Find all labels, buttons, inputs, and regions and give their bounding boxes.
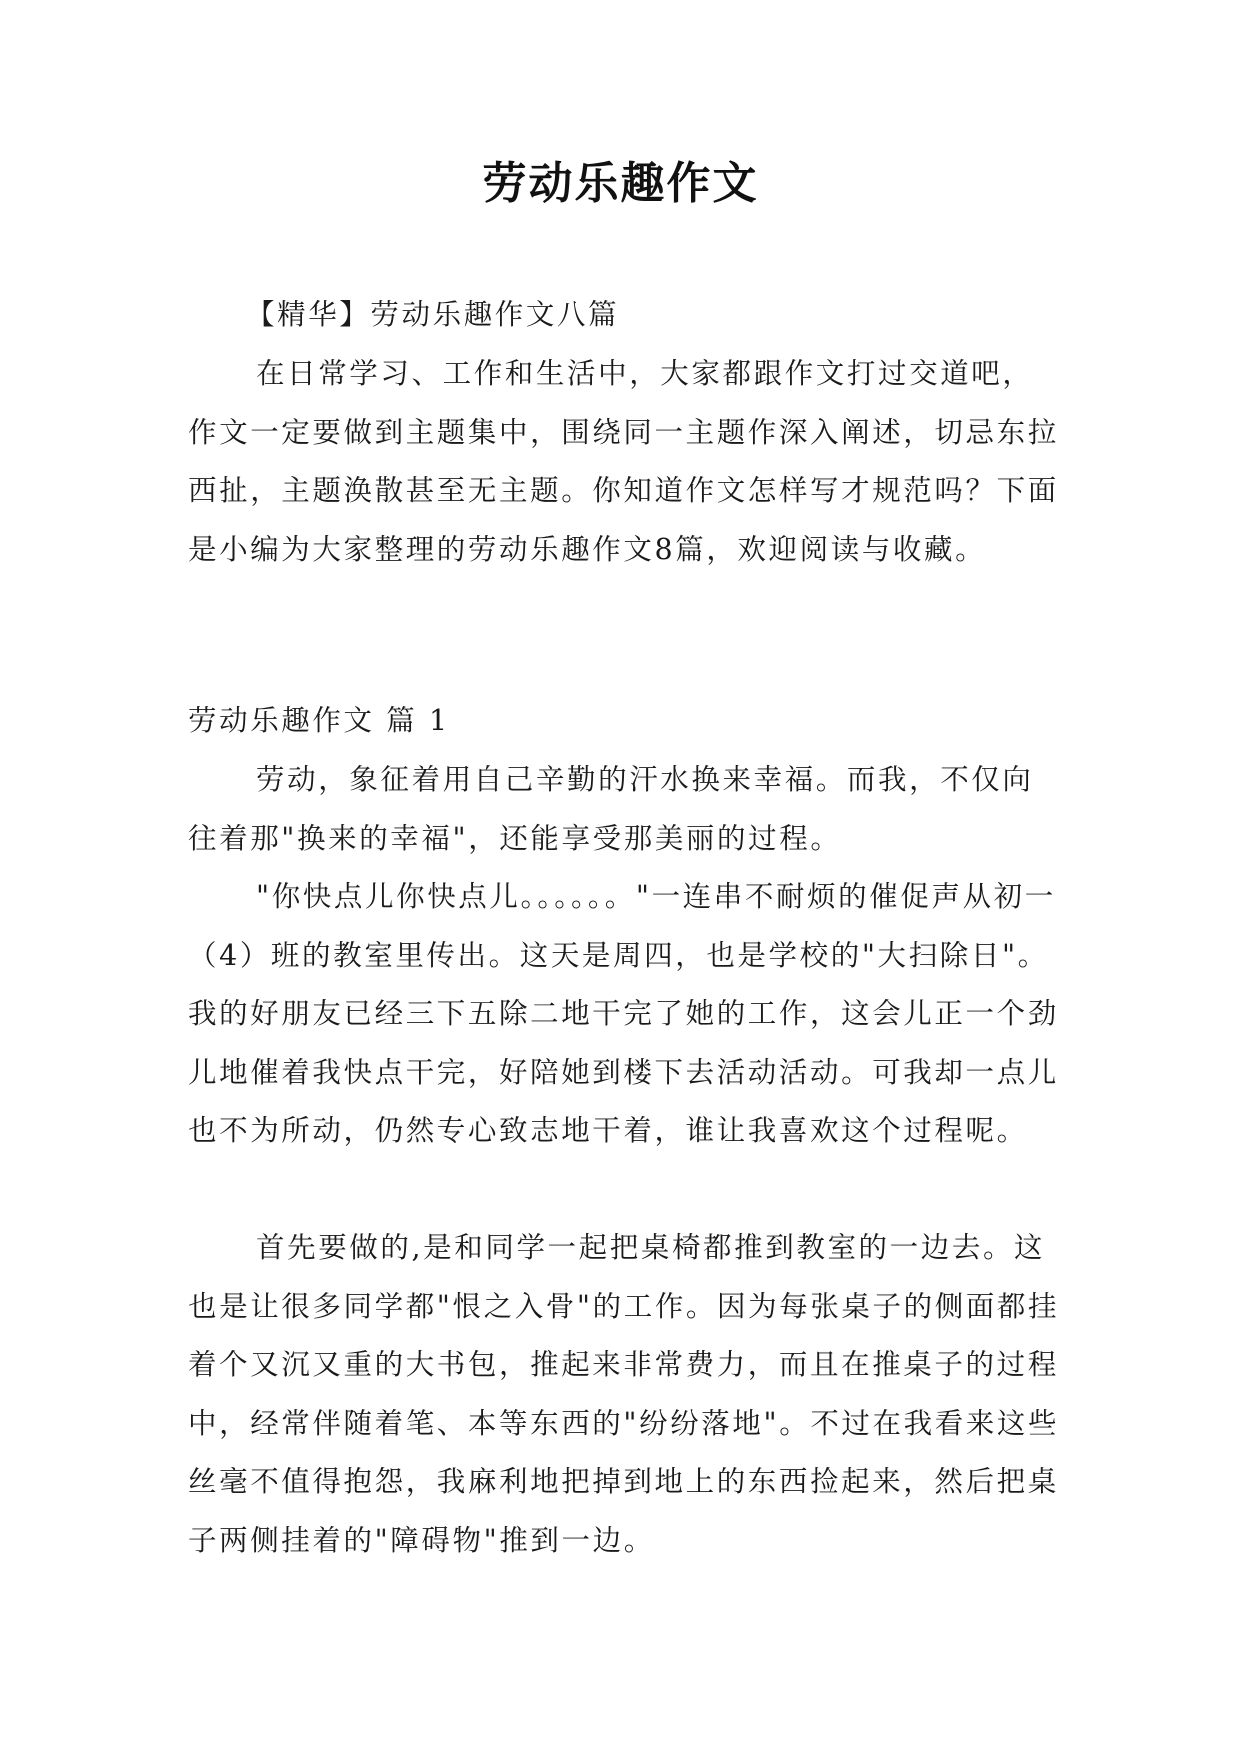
body-paragraph: 劳动，象征着用自己辛勤的汗水换来幸福。而我，不仅向往着那"换来的幸福"，还能享受那美丽的过程。	[188, 763, 1034, 855]
section-heading: 劳动乐趣作文 篇 1	[188, 704, 450, 737]
intro-paragraph: 在日常学习、工作和生活中，大家都跟作文打过交道吧，作文一定要做到主题集中，围绕同一主题作深入阐述，切忌东拉西扯，主题涣散甚至无主题。你知道作文怎样写才规范吗？下面是小编为大家整理的劳动乐趣作文8篇，欢迎阅读与收藏。	[188, 357, 1059, 566]
body-paragraph: 首先要做的,是和同学一起把桌椅都推到教室的一边去。这也是让很多同学都"恨之入骨"的工作。因为每张桌子的侧面都挂着个又沉又重的大书包，推起来非常费力，而且在推桌子的过程中，经常伴随着笔、本等东西的"纷纷落地"。不过在我看来这些丝毫不值得抱怨，我麻利地把掉到地上的东西捡起来，然后把桌子两侧挂着的"障碍物"推到一边。	[188, 1231, 1060, 1557]
document-title: 劳动乐趣作文	[482, 158, 759, 209]
document-subtitle: 【精华】劳动乐趣作文八篇	[246, 298, 620, 331]
body-paragraph: "你快点儿你快点儿。。。。。。"一连串不耐烦的催促声从初一（4）班的教室里传出。这天是周四，也是学校的"大扫除日"。我的好朋友已经三下五除二地干完了她的工作，这会儿正一个劲儿地催着我快点干完，好陪她到楼下去活动活动。可我却一点儿也不为所动，仍然专心致志地干着，谁让我喜欢这个过程呢。	[188, 880, 1059, 1147]
